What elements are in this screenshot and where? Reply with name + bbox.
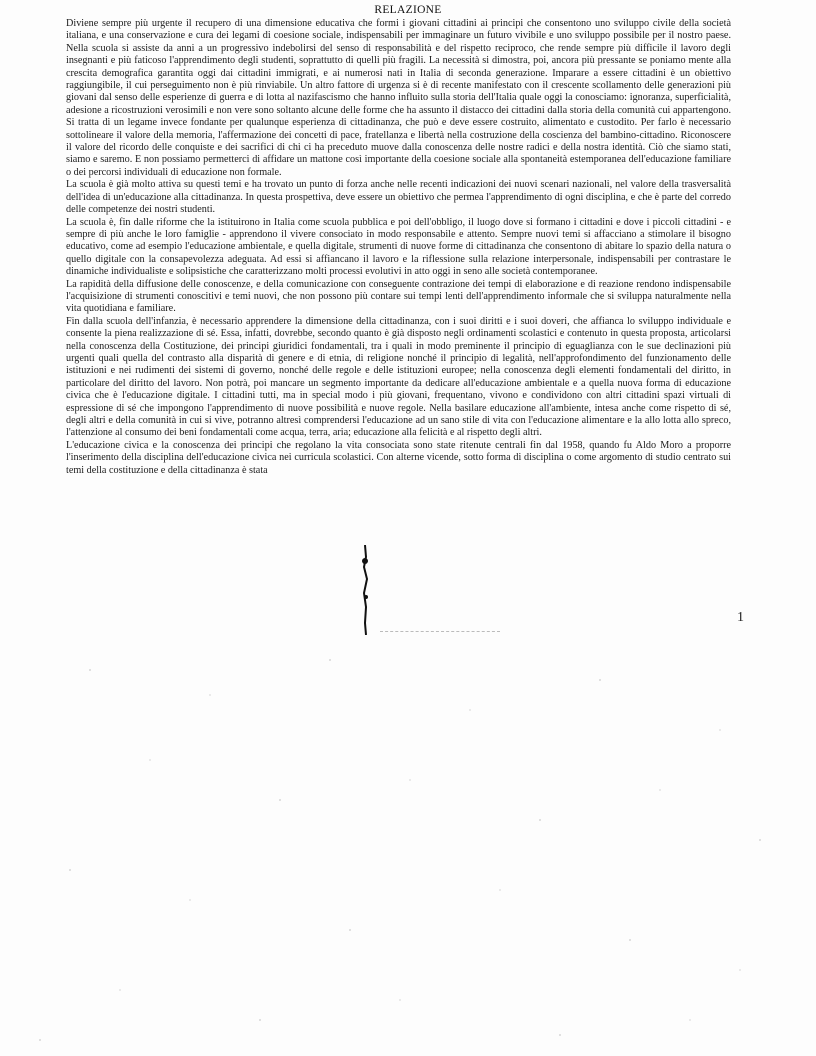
- scan-artifact-mark: [360, 545, 370, 635]
- document-body: [66, 18, 731, 477]
- scan-noise-speckles: [0, 640, 816, 1056]
- paragraph: L'educazione civica e la conoscenza dei principi che regolano la vita consociata sono state ritenute centrali fin dal 1958, quando fu Aldo Moro a proporre l'inserimento della disciplina dell'educazione civica nei curricula scolastici. Con alterne vicende, sotto forma di disciplina o come argomento di studio centrato sui temi della costituzione e della cittadinanza è stata: [66, 439, 731, 476]
- paragraph: Fin dalla scuola dell'infanzia, è necessario apprendere la dimensione della cittadinanza, con i suoi diritti e i suoi doveri, che affianca lo sviluppo individuale e consente la piena realizzazione di sé. Essa, infatti, dovrebbe, secondo quanto è già disposto negli ordinamenti scolastici e contenuto in questa proposta, articolarsi nella conoscenza della Costituzione, dei principi giuridici fondamentali, tra i quali in modo preminente il principio di eguaglianza con le sue declinazioni più urgenti quali quella del contrasto alla disparità di genere e di etnia, di religione nonché il principio di legalità, nell'approfondimento del funzionamento delle istituzioni e nei rudimenti dei sistemi di governo, nonché delle regole e delle istituzioni europee; nella conoscenza degli elementi fondamentali del diritto, in particolare del diritto del lavoro. Non potrà, poi mancare un segmento importante da dedicare all'educazione ambientale e a quella nuova forma di educazione civica che è l'educazione digitale. I cittadini tutti, ma in special modo i più giovani, frequentano, vivono e condividono con altri cittadini spazi virtuali di espressione di sé che impongono l'apprendimento di nuove possibilità e nuove regole. Nella basilare educazione all'ambiente, intesa anche come rispetto di sé, degli altri e della comunità in cui si vive, potranno altresì comprendersi l'educazione ad un sano stile di vita con l'educazione alimentare e la allo lotta allo spreco, l'attenzione al consumo dei beni fondamentali come acqua, terra, aria; educazione alla felicità e al rispetto degli altri.: [66, 315, 731, 439]
- paragraph: La scuola è già molto attiva su questi temi e ha trovato un punto di forza anche nelle recenti indicazioni dei nuovi scenari nazionali, nel valore della trasversalità dell'idea di un'educazione alla cittadinanza. In questa prospettiva, deve essere un obiettivo che permea l'apprendimento di ogni disciplina, e che è parte del corredo delle competenze dei nostri studenti.: [66, 179, 731, 216]
- paragraph: La rapidità della diffusione delle conoscenze, e della comunicazione con conseguente contrazione dei tempi di elaborazione e di reazione rendono indispensabile l'acquisizione di strumenti conoscitivi e temi nuovi, che non possono più contare sui tempi lenti dell'apprendimento informale che si sviluppa naturalmente nella vita quotidiana e familiare.: [66, 278, 731, 315]
- paragraph: Diviene sempre più urgente il recupero di una dimensione educativa che formi i giovani cittadini ai principi che consentono uno sviluppo civile della società italiana, e una conservazione e cura dei legami di coesione sociale, indispensabili per immaginare un futuro vivibile e uno sviluppo possibile per il nostro paese. Nella scuola si assiste da anni a un progressivo indebolirsi del senso di responsabilità e del rispetto reciproco, che rende sempre più difficile il lavoro degli insegnanti e più faticoso l'apprendimento degli studenti, soprattutto di quelli più fragili. La necessità si dimostra, poi, ancora più pressante se poniamo mente alla crescita demografica garantita oggi dai cittadini immigrati, e ai numerosi nati in Italia di seconda generazione. Imparare a essere cittadini è un obiettivo raggiungibile, il cui perseguimento non è più rinviabile. Un altro fattore di urgenza si è di recente manifestato con il crescente scollamento delle generazioni più giovani dal senso delle esperienze di guerra e di lotta al nazifascismo che hanno influito sulla storia dell'Italia quale oggi la conosciamo: ignoranza, superficialità, adesione a ricostruzioni verosimili e non vere sono soltanto alcune delle forme che ha assunto il distacco dei cittadini dalla storia della comunità cui appartengono. Si tratta di un legame invece fondante per qualunque esperienza di cittadinanza, che può e deve essere costruito, alimentato e custodito. Per farlo è necessario sottolineare il valore della memoria, l'affermazione dei concetti di pace, fratellanza e libertà nella costruzione della coscienza del bambino-cittadino. Riconoscere il valore del ricordo delle conquiste e dei sacrifici di chi ci ha preceduto muove dalla conoscenza delle nostre radici e della nostra identità. Ciò che siamo stati, siamo e saremo. E non possiamo permetterci di affidare un mattone così importante della coesione sociale alla spontaneità estemporanea dell'educazione familiare o dei percorsi individuali di educazione non formale.: [66, 18, 731, 178]
- page-number: 1: [737, 610, 744, 625]
- paragraph: La scuola è, fin dalle riforme che la istituirono in Italia come scuola pubblica e poi dell'obbligo, il luogo dove si formano i cittadini e dove i piccoli cittadini - e sempre di più anche le loro famiglie - apprendono il vivere consociato in modo responsabile e attento. Sempre nuovi temi si affacciano a stimolare il bisogno educativo, come ad esempio l'educazione ambientale, e quella digitale, strumenti di nuove forme di cittadinanza che consentono di abitare lo spazio della natura o quello digitale con la consapevolezza adeguata. Ad essi si affiancano il lavoro e la riflessione sulla relazione interpersonale, indispensabili per contrastare le dinamiche individualiste e solipsistiche che caratterizzano molti processi evolutivi in atto oggi in seno alle società contemporanee.: [66, 216, 731, 278]
- document-title: RELAZIONE: [374, 4, 442, 16]
- scan-artifact-line: [380, 631, 500, 633]
